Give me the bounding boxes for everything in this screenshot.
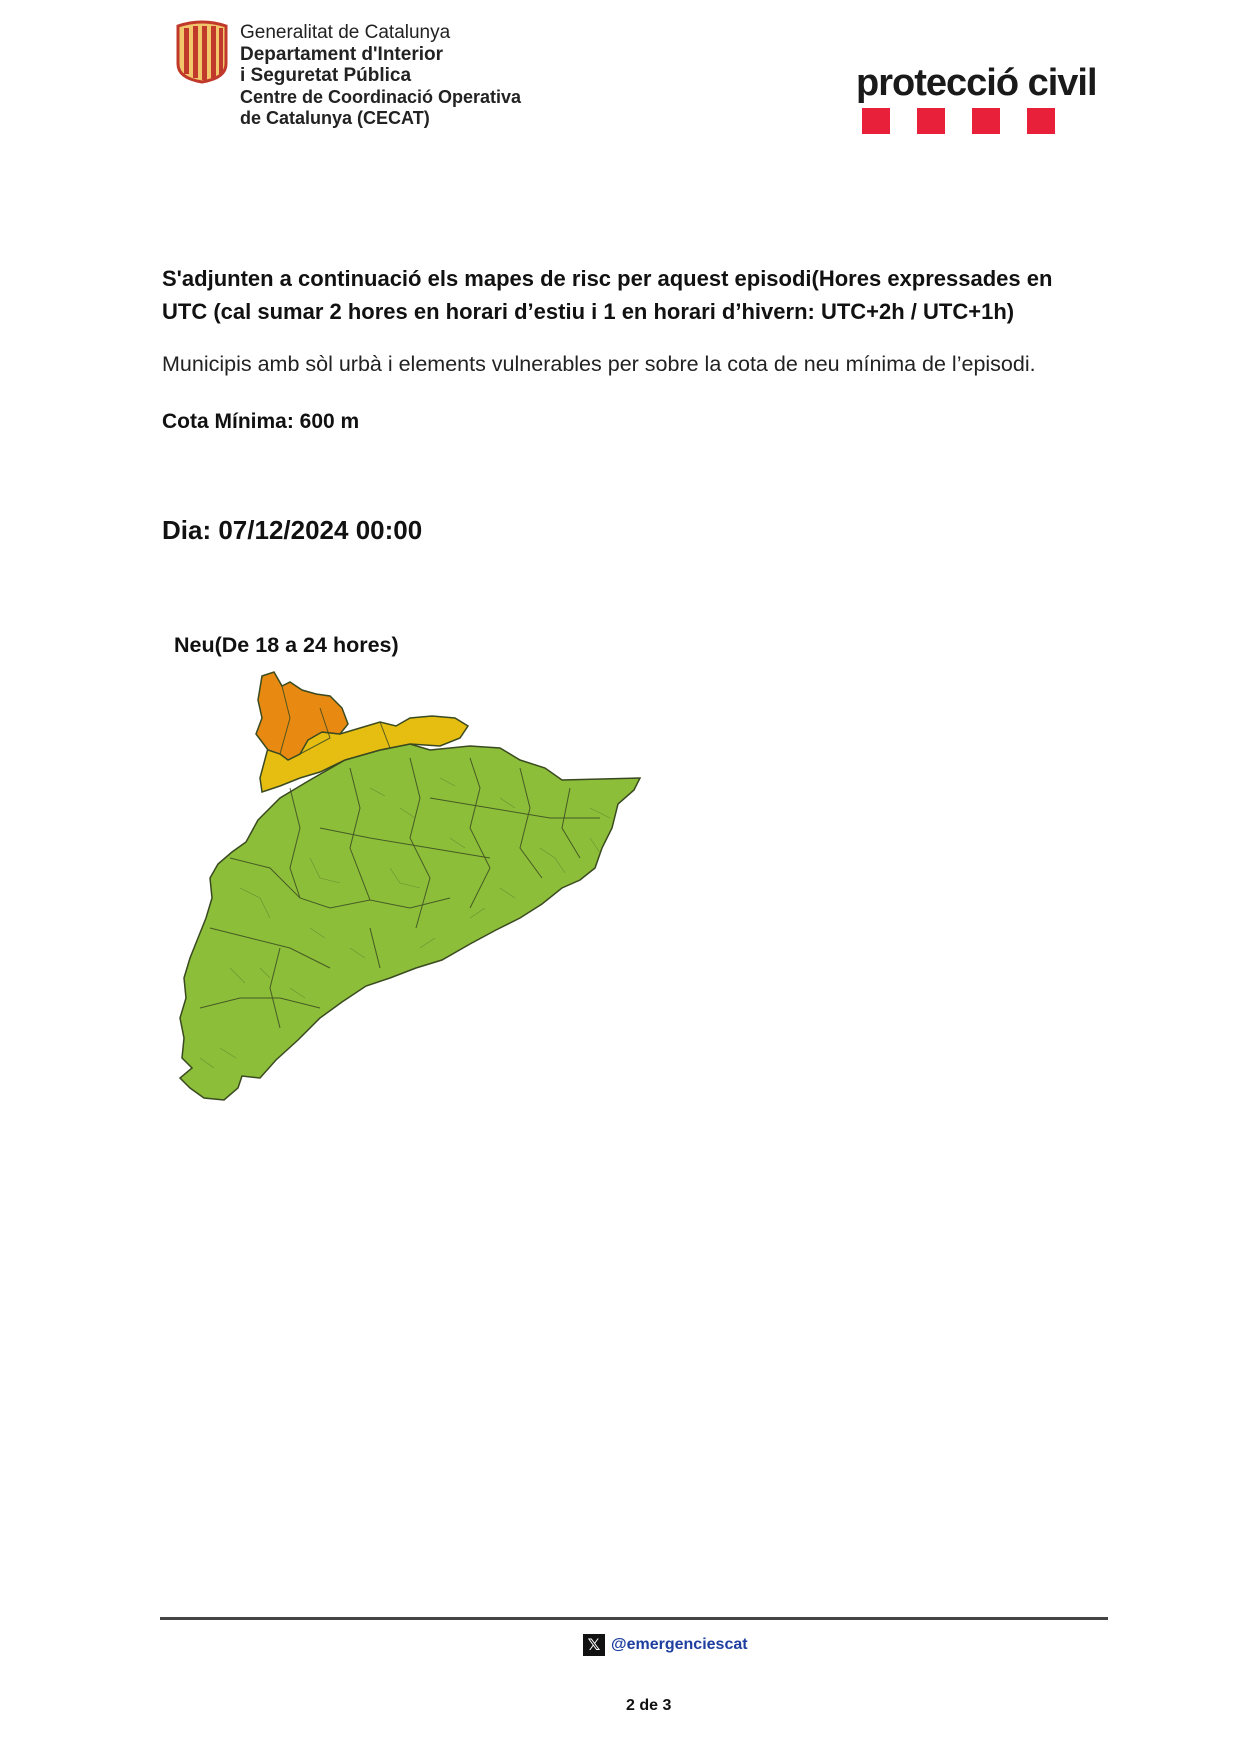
cecat-line: Centre de Coordinació Operativa	[240, 86, 522, 107]
map-title: Neu(De 18 a 24 hores)	[174, 633, 399, 657]
footer-divider	[160, 1617, 1108, 1620]
proteccio-civil-logo-text: protecció civil	[856, 62, 1097, 104]
map-region-low	[180, 744, 640, 1100]
department-line: Departament d'Interior	[240, 43, 443, 65]
municipis-paragraph: Municipis amb sòl urbà i elements vulnerables per sobre la cota de neu mínima de l’episodi.	[162, 352, 1036, 376]
cota-minima: Cota Mínima: 600 m	[162, 410, 360, 433]
generalitat-line: Generalitat de Catalunya	[240, 22, 451, 43]
cecat-line-2: de Catalunya (CECAT)	[240, 108, 430, 128]
intro-paragraph: S'adjunten a continuació els mapes de risc per aquest episodi(Hores expressades en UTC (cal sumar 2 hores en horari d’estiu i 1 en horari d’hivern: UTC+2h / UTC+1h)	[162, 266, 1053, 324]
snow-risk-map	[170, 668, 650, 1128]
episode-date: Dia: 07/12/2024 00:00	[162, 515, 423, 545]
page-number: 2 de 3	[626, 1697, 672, 1714]
proteccio-civil-logo-squares	[862, 108, 1058, 134]
generalitat-emblem	[174, 20, 230, 84]
x-icon[interactable]: 𝕏	[583, 1634, 605, 1656]
generalitat-text	[240, 22, 521, 130]
social-handle-link[interactable]: @emergenciescat	[611, 1636, 748, 1653]
department-line-2: i Seguretat Pública	[240, 65, 412, 86]
